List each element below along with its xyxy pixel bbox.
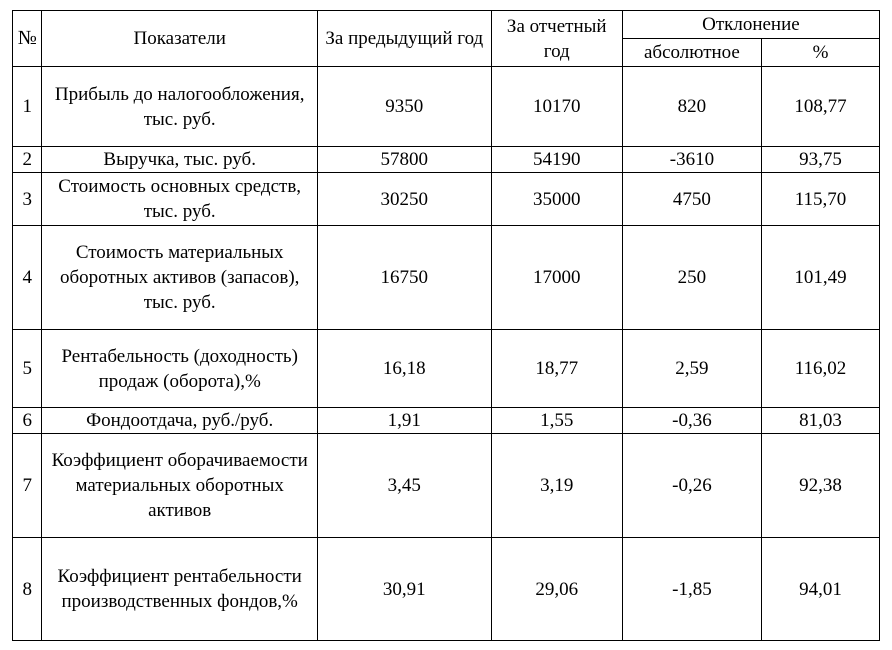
- table-row: [13, 538, 880, 641]
- header-row: [13, 11, 880, 39]
- row-pct: 108,77: [762, 67, 880, 147]
- table-row: [13, 147, 880, 173]
- row-abs: -3610: [622, 147, 761, 173]
- row-curr: 35000: [491, 173, 622, 226]
- row-indicator: Коэффициент рентабельности производственных фондов,%: [42, 538, 317, 641]
- row-prev: 57800: [317, 147, 491, 173]
- row-indicator: Стоимость материальных оборотных активов (запасов), тыс. руб.: [42, 226, 317, 330]
- row-abs: -1,85: [622, 538, 761, 641]
- row-num: 7: [13, 434, 42, 538]
- row-prev: 1,91: [317, 408, 491, 434]
- row-num: 5: [13, 330, 42, 408]
- row-pct: 94,01: [762, 538, 880, 641]
- row-abs: 820: [622, 67, 761, 147]
- row-prev: 30250: [317, 173, 491, 226]
- row-abs: 4750: [622, 173, 761, 226]
- row-indicator: Фондоотдача, руб./руб.: [42, 408, 317, 434]
- row-prev: 16,18: [317, 330, 491, 408]
- header-percent: %: [762, 39, 880, 67]
- row-pct: 116,02: [762, 330, 880, 408]
- row-abs: 250: [622, 226, 761, 330]
- row-indicator: Коэффициент оборачиваемости материальных оборотных активов: [42, 434, 317, 538]
- row-pct: 115,70: [762, 173, 880, 226]
- row-indicator: Рентабельность (доходность) продаж (оборота),%: [42, 330, 317, 408]
- row-indicator: Прибыль до налогообложения, тыс. руб.: [42, 67, 317, 147]
- row-indicator: Стоимость основных средств, тыс. руб.: [42, 173, 317, 226]
- row-curr: 10170: [491, 67, 622, 147]
- table-row: [13, 408, 880, 434]
- table-row: [13, 434, 880, 538]
- row-pct: 101,49: [762, 226, 880, 330]
- table-row: [13, 173, 880, 226]
- table-body: [13, 67, 880, 641]
- row-curr: 29,06: [491, 538, 622, 641]
- row-curr: 3,19: [491, 434, 622, 538]
- row-curr: 18,77: [491, 330, 622, 408]
- header-absolute: абсолютное: [622, 39, 761, 67]
- row-abs: -0,36: [622, 408, 761, 434]
- row-num: 2: [13, 147, 42, 173]
- row-pct: 93,75: [762, 147, 880, 173]
- row-num: 4: [13, 226, 42, 330]
- row-prev: 30,91: [317, 538, 491, 641]
- row-curr: 1,55: [491, 408, 622, 434]
- row-pct: 92,38: [762, 434, 880, 538]
- row-pct: 81,03: [762, 408, 880, 434]
- table-header: [13, 11, 880, 67]
- row-prev: 9350: [317, 67, 491, 147]
- header-indicators: Показатели: [42, 11, 317, 67]
- table-row: [13, 330, 880, 408]
- row-abs: -0,26: [622, 434, 761, 538]
- row-num: 3: [13, 173, 42, 226]
- row-num: 1: [13, 67, 42, 147]
- table-row: [13, 67, 880, 147]
- row-num: 8: [13, 538, 42, 641]
- row-prev: 16750: [317, 226, 491, 330]
- row-abs: 2,59: [622, 330, 761, 408]
- header-reporting-year: За отчетный год: [491, 11, 622, 67]
- indicators-table: [12, 10, 880, 641]
- header-deviation: Отклонение: [622, 11, 879, 39]
- row-indicator: Выручка, тыс. руб.: [42, 147, 317, 173]
- row-num: 6: [13, 408, 42, 434]
- header-num: №: [13, 11, 42, 67]
- header-previous-year: За предыдущий год: [317, 11, 491, 67]
- row-curr: 17000: [491, 226, 622, 330]
- table-row: [13, 226, 880, 330]
- row-prev: 3,45: [317, 434, 491, 538]
- row-curr: 54190: [491, 147, 622, 173]
